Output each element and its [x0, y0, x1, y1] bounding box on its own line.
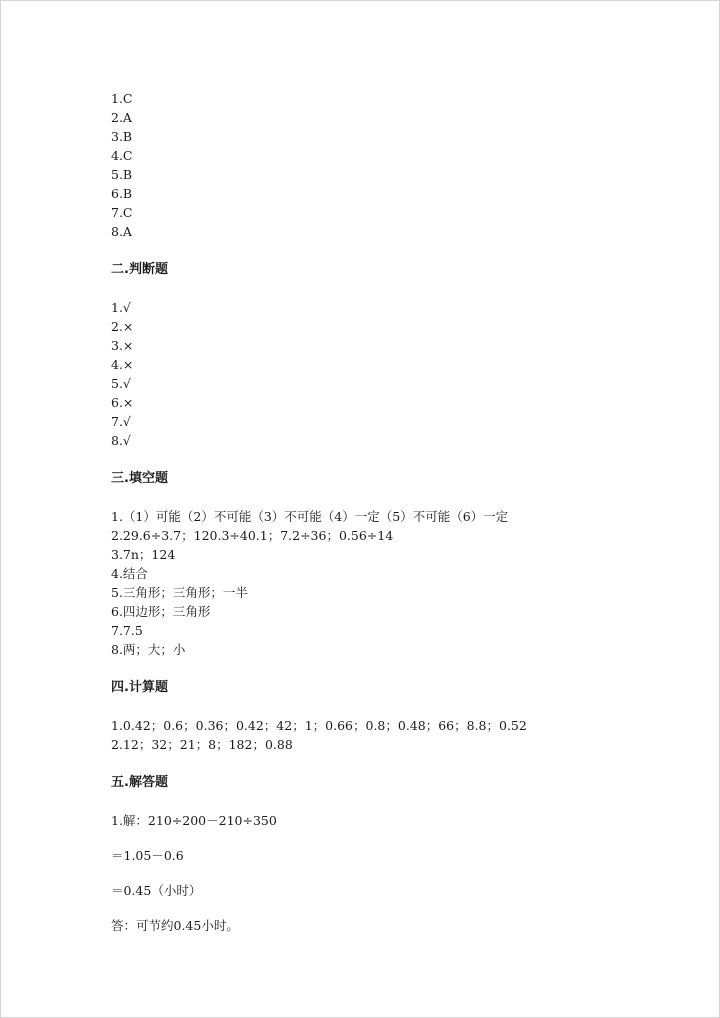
list-item: 5.√	[111, 376, 131, 391]
section-3-title: 三.填空题	[111, 471, 168, 486]
list-item: 4.结合	[111, 566, 148, 581]
list-item: 6.×	[111, 395, 134, 410]
list-item: 8.两；大；小	[111, 642, 186, 657]
list-item: 1.√	[111, 300, 131, 315]
solution-answer: 答：可节约0.45小时。	[111, 918, 239, 933]
list-item: 3.7n；124	[111, 547, 176, 562]
section-3-answers	[111, 507, 671, 659]
list-item: 1.C	[111, 91, 133, 106]
list-item: 1.0.42；0.6；0.36；0.42；42；1；0.66；0.8；0.48；66；8.8；0.52	[111, 718, 527, 733]
list-item: 3.B	[111, 129, 133, 144]
section-5-title: 五.解答题	[111, 775, 168, 790]
list-item: 7.C	[111, 205, 133, 220]
section-2-title: 二.判断题	[111, 262, 168, 277]
section-4-answers	[111, 716, 671, 754]
list-item: 8.A	[111, 224, 132, 239]
solution-line: 1.解：210÷200－210÷350	[111, 813, 277, 828]
list-item: 2.×	[111, 319, 134, 334]
list-item: 7.7.5	[111, 623, 143, 638]
section-4-title: 四.计算题	[111, 680, 168, 695]
list-item: 6.四边形；三角形	[111, 604, 211, 619]
list-item: 6.B	[111, 186, 133, 201]
list-item: 2.A	[111, 110, 132, 125]
list-item: 7.√	[111, 414, 131, 429]
answer-key	[111, 89, 671, 935]
list-item: 4.×	[111, 357, 134, 372]
list-item: 5.三角形；三角形；一半	[111, 585, 248, 600]
list-item: 8.√	[111, 433, 131, 448]
list-item: 1.（1）可能（2）不可能（3）不可能（4）一定（5）不可能（6）一定	[111, 509, 509, 524]
solution-line: ＝1.05－0.6	[111, 848, 184, 863]
list-item: 3.×	[111, 338, 134, 353]
list-item: 4.C	[111, 148, 133, 163]
section-2-answers	[111, 298, 671, 450]
section-1-answers	[111, 89, 671, 241]
list-item: 2.12；32；21；8；182；0.88	[111, 737, 293, 752]
solution-line: ＝0.45（小时）	[111, 883, 202, 898]
list-item: 5.B	[111, 167, 133, 182]
list-item: 2.29.6÷3.7；120.3÷40.1；7.2÷36；0.56÷14	[111, 528, 394, 543]
